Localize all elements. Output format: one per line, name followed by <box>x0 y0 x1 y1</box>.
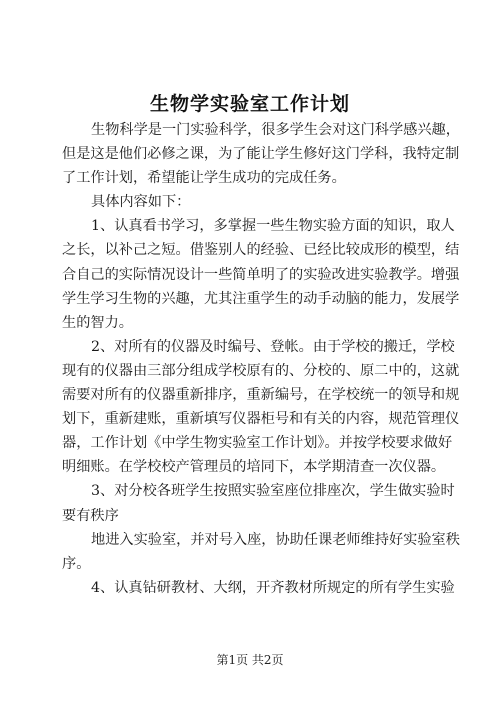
body-line: 具体内容如下： <box>91 194 191 211</box>
body-line: 4、认真钻研教材、大纲，开齐教材所规定的所有学生实验 <box>91 579 455 596</box>
body-line: 1、认真看书学习，多掌握一些生物实验方面的知识，取人 <box>91 218 455 235</box>
body-line: 地进入实验室，并对号入座，协助任课老师维持好实验室秩 <box>91 531 460 548</box>
body-line: 现有的仪器由三部分组成学校原有的、分校的、原二中的，这就 <box>62 362 460 379</box>
body-line: 划下，重新建账，重新填写仪器柜号和有关的内容，规范管理仪 <box>62 411 460 428</box>
document-body <box>62 118 460 600</box>
body-line: 合自己的实际情况设计一些简单明了的实验改进实验教学。增强 <box>62 266 460 283</box>
body-line: 但是这是他们必修之课，为了能让学生修好这门学科，我特定制 <box>62 146 460 163</box>
document-title: 生物学实验室工作计划 <box>149 93 350 115</box>
page-footer: 第1页 共2页 <box>216 653 284 667</box>
body-line: 生物科学是一门实验科学，很多学生会对这门科学感兴趣， <box>91 122 460 138</box>
body-line: 明细账。在学校校产管理员的培同下，本学期清查一次仪器。 <box>62 459 446 476</box>
body-line: 2、对所有的仪器及时编号、登帐。由于学校的搬迁，学校 <box>91 338 455 355</box>
body-line: 之长，以补己之短。借鉴别人的经验、已经比较成形的模型，结 <box>62 242 460 259</box>
body-line: 学生学习生物的兴趣，尤其注重学生的动手动脑的能力，发展学 <box>62 290 460 307</box>
body-line: 要有秩序 <box>62 507 119 524</box>
body-line: 需要对所有的仪器重新排序，重新编号，在学校统一的领导和规 <box>62 387 460 404</box>
body-line: 生的智力。 <box>62 314 133 331</box>
body-line: 器，工作计划《中学生物实验室工作计划》。并按学校要求做好 <box>62 435 453 452</box>
body-line: 3、对分校各班学生按照实验室座位排座次，学生做实验时 <box>91 483 455 500</box>
body-line: 序。 <box>62 555 91 572</box>
body-line: 了工作计划，希望能让学生成功的完成任务。 <box>62 170 346 187</box>
